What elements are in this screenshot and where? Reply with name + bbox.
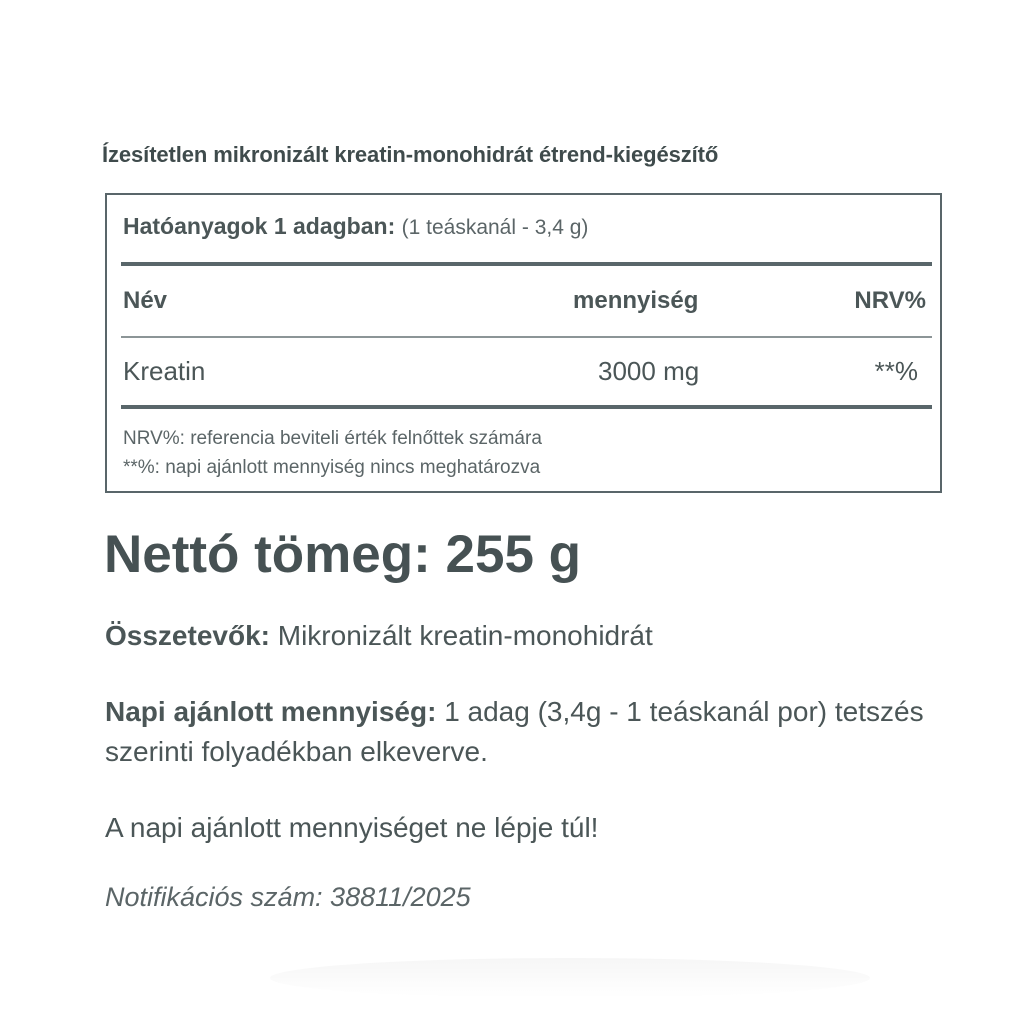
column-header-amount: mennyiség (573, 287, 699, 314)
ingredients-value: Mikronizált kreatin-monohidrát (277, 620, 653, 651)
panel-rule-top (121, 262, 932, 266)
panel-title-serving: (1 teáskanál - 3,4 g) (401, 216, 589, 239)
panel-title-bold: Hatóanyagok 1 adagban: (123, 213, 396, 239)
product-heading: Ízesítetlen mikronizált kreatin-monohidrát étrend-kiegészítő (102, 142, 719, 167)
daily-dose-text (105, 692, 955, 772)
ingredients-label: Összetevők: (105, 620, 270, 651)
row-name: Kreatin (123, 356, 206, 386)
panel-title (123, 213, 588, 240)
row-amount: 3000 mg (598, 356, 700, 386)
row-nrv: **% (874, 356, 918, 386)
panel-rule-middle (121, 336, 932, 338)
notification-number: Notifikációs szám: 38811/2025 (105, 882, 471, 912)
panel-rule-bottom (121, 405, 932, 409)
column-header-name: Név (123, 287, 168, 314)
footnote-nrv: NRV%: referencia beviteli érték felnőttek számára (123, 428, 542, 449)
nutrition-panel (105, 193, 942, 493)
footnote-not-defined: **%: napi ajánlott mennyiség nincs meghatározva (123, 457, 541, 478)
daily-dose-value: 1 adag (3,4g - 1 teáskanál por) tetszés szerinti folyadékban elkeverve. (105, 696, 924, 767)
net-weight: Nettó tömeg: 255 g (104, 525, 582, 584)
bottom-shadow (270, 958, 870, 998)
daily-dose-label: Napi ajánlott mennyiség: (105, 696, 437, 727)
warning-text: A napi ajánlott mennyiséget ne lépje túl! (105, 812, 599, 843)
column-header-nrv: NRV% (854, 287, 926, 314)
ingredients-line (105, 616, 955, 656)
